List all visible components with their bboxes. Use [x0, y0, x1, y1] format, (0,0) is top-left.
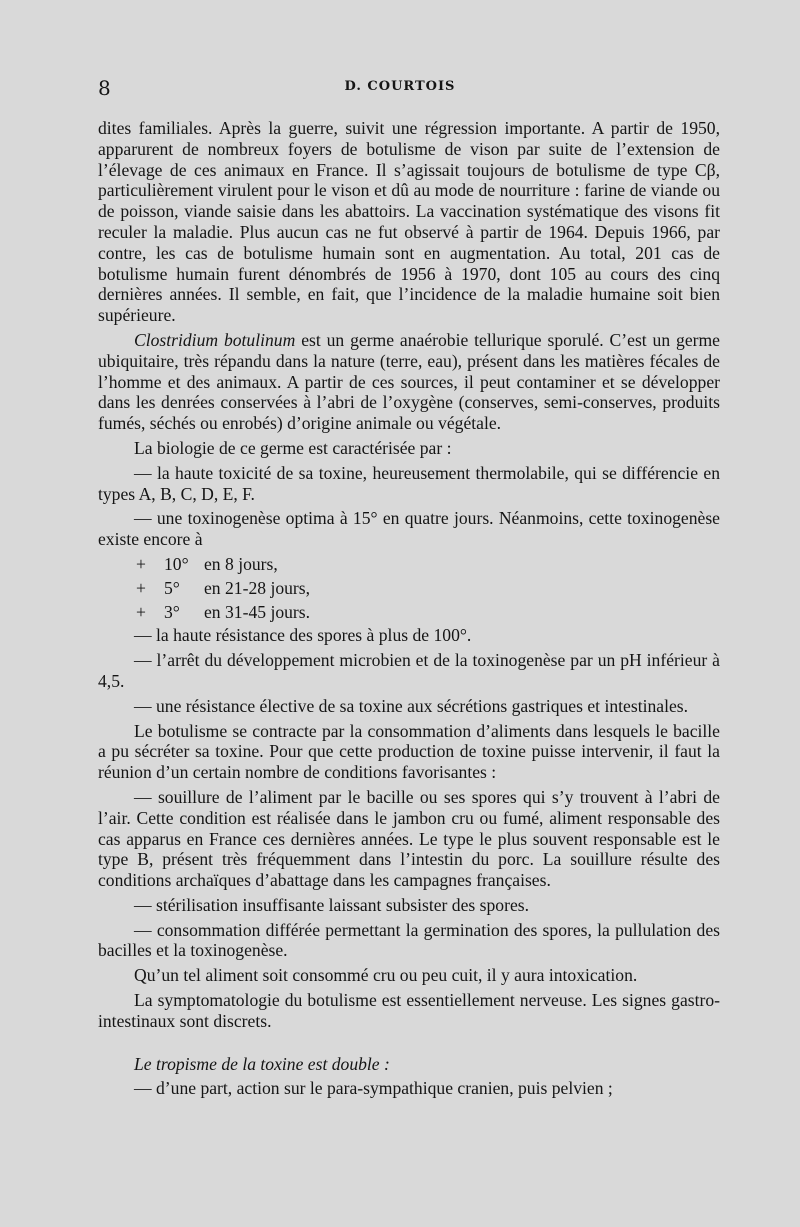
paragraph-contraction: Le botulisme se contracte par la consommation d’aliments dans lesquels le bacille a pu sécréter sa toxine. Pour que cette production de toxine puisse intervenir, il faut la réunion d’un certain nombre de conditions favorisantes : [98, 720, 720, 783]
paragraph-toxicity: — la haute toxicité de sa toxine, heureusement thermolabile, qui se différencie en types A, B, C, D, E, F. [98, 462, 720, 504]
plus-sign: + [136, 577, 146, 598]
temperature-duration: en 8 jours, [204, 553, 278, 574]
running-head [0, 76, 800, 100]
paragraph-ph: — l’arrêt du développement microbien et de la toxinogenèse par un pH inférieur à 4,5. [98, 650, 720, 691]
paragraph-contamination: — souillure de l’aliment par le bacille ou ses spores qui s’y trouvent à l’abri de l’air. Cette condition est réalisée dans le jambon cru ou fumé, aliment responsable des cas apparus en France ces dernières années. Le type le plus souvent responsable est le type B, présent très fréquemment dans l’intestin du porc. La souillure résulte des conditions archaïques d’abattage dans les campagnes françaises. [98, 786, 720, 891]
temperature-duration: en 31-45 jours. [204, 601, 311, 622]
paragraph-parasympathetic: — d’une part, action sur le para-sympathique cranien, puis pelvien ; [134, 1078, 613, 1099]
paragraph-clostridium-text: est un germe anaérobie tellurique sporulé. C’est un germe ubiquitaire, très répandu dans la nature (terre, eau), présent dans les matières fécales de l’homme et des animaux. A partir de ces sources, il peut contaminer et se développer dans les denrées conservées à l’abri de l’oxygène (conserves, semi-conserves, produits fumés, séchés ou enrobés) d’origine animale ou végétale. [98, 329, 720, 434]
temperature-value: 10° [164, 553, 189, 574]
paragraph-toxinogenesis: — une toxinogenèse optima à 15° en quatre jours. Néanmoins, cette toxinogenèse existe encore à [98, 508, 720, 550]
paragraph-symptomatology: La symptomatologie du botulisme est essentiellement nerveuse. Les signes gastro-intestinaux sont discrets. [98, 990, 720, 1031]
paragraph-sterilisation: — stérilisation insuffisante laissant subsister des spores. [134, 894, 530, 915]
temperature-item [98, 602, 720, 623]
species-name: Clostridium botulinum [134, 329, 296, 350]
plus-sign: + [136, 553, 146, 574]
paragraph-clostridium [98, 330, 720, 434]
paragraph-intoxication: Qu’un tel aliment soit consommé cru ou peu cuit, il y aura intoxication. [134, 965, 638, 986]
plus-sign: + [136, 601, 146, 622]
temperature-item [98, 554, 720, 575]
paragraph-biology-intro: La biologie de ce germe est caractérisée par : [134, 437, 452, 458]
section-gap [98, 1036, 720, 1054]
temperature-duration: en 21-28 jours, [204, 577, 311, 598]
temperature-value: 3° [164, 601, 180, 622]
temperature-value: 5° [164, 577, 180, 598]
body-text [98, 118, 720, 1103]
paragraph-tropism-heading: Le tropisme de la toxine est double : [134, 1053, 390, 1074]
paragraph-spore-resistance: — la haute résistance des spores à plus de 100°. [134, 625, 472, 646]
paragraph-gastric-resistance: — une résistance élective de sa toxine aux sécrétions gastriques et intestinales. [134, 695, 689, 716]
paragraph-history: dites familiales. Après la guerre, suivit une régression importante. A partir de 1950, apparurent de nombreux foyers de botulisme de vison par suite de l’extension de l’élevage de ces animaux en France. Il s’agissait toujours de botulisme de type Cβ, particulièrement virulent pour le vison et dû au mode de nourriture : farine de viande ou de poisson, viande saisie dans les abattoirs. La vaccination systématique des visons fit reculer la maladie. Plus aucun cas ne fut observé à partir de 1964. Depuis 1966, par contre, les cas de botulisme humain sont en augmentation. Au total, 201 cas de botulisme humain furent dénombrés de 1956 à 1970, dont 105 au cours des cinq dernières années. Il semble, en fait, que l’incidence de la maladie humaine soit bien supérieure. [98, 118, 720, 326]
paragraph-consumption: — consommation différée permettant la germination des spores, la pullulation des bacilles et la toxinogenèse. [98, 919, 720, 961]
running-head-author: D. COURTOIS [344, 79, 456, 94]
page-number: 8 [98, 76, 111, 100]
temperature-item [98, 578, 720, 599]
